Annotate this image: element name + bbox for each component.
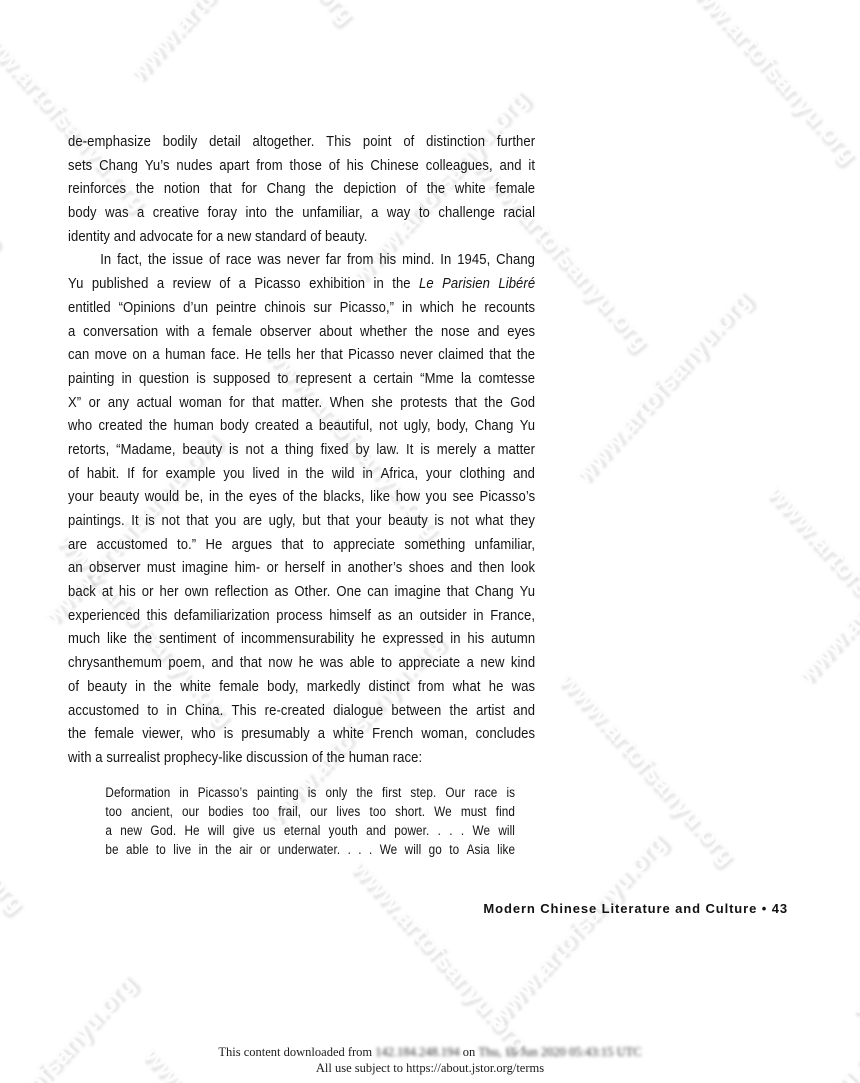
text-line: too ancient, our bodies too frail, our lives too short. We must find [105,803,516,819]
text-line: a conversation with a female observer about whether the nose and eyes [68,322,536,340]
paragraph-1 [68,133,535,251]
journal-footer [0,901,788,916]
text-line: can move on a human face. He tells her that Picasso never claimed that the [68,346,536,364]
text-line: an observer must imagine him- or herself in another’s shoes and then look [68,559,536,577]
download-on: on [462,1045,476,1059]
text-line: back at his or her own reflection as Other. One can imagine that Chang Yu [68,583,536,601]
text-line: of beauty in the white female body, markedly distinct from what he was [68,677,536,695]
text-line: de-emphasize bodily detail altogether. This point of distinction further [68,133,536,150]
journal-title: Modern Chinese Literature and Culture [483,901,758,916]
text-line: of habit. If for example you lived in the wild in Africa, your clothing and [68,464,536,482]
text-line: Deformation in Picasso’s painting is only the first step. Our race is [105,784,516,800]
article-body [68,133,535,862]
text-line: who created the human body created a beautiful, not ugly, body, Chang Yu [68,417,536,435]
text-line: identity and advocate for a new standard of beauty. [68,227,368,245]
text-line: be able to live in the air or underwater. . . . We will go to Asia like [105,842,516,858]
redacted-timestamp: Thu, 16 Jun 2020 05:43:15 UTC [478,1045,642,1059]
text-line: body was a creative foray into the unfamiliar, a way to challenge racial [68,204,536,222]
text-line: your beauty would be, in the eyes of the blacks, like how you see Picasso’s [68,488,536,506]
text-line: entitled “Opinions d’un peintre chinois sur Picasso,” in which he recounts [68,298,536,316]
text-line: experienced this defamiliarization process himself as an outsider in France, [68,606,536,624]
text-line: are accustomed to.” He argues that to appreciate something unfamiliar, [68,535,536,553]
text-line: painting in question is supposed to represent a certain “Mme la comtesse [68,369,536,387]
jstor-notice [0,1044,860,1076]
text-line: In fact, the issue of race was never far from his mind. In 1945, Chang [100,251,536,269]
footer-bullet: • [761,901,768,916]
page-number: 43 [771,901,788,916]
download-line [0,1044,860,1060]
block-quote [105,785,515,862]
text-line: paintings. It is not that you are ugly, but that your beauty is not what they [68,512,536,529]
text-line: with a surrealist prophecy-like discussion of the human race: [68,748,423,766]
text-line: reinforces the notion that for Chang the depiction of the white female [68,180,536,198]
paragraph-2 [68,251,535,772]
text-line: much like the sentiment of incommensurability he expressed in his autumn [68,630,536,648]
text-line: a new God. He will give us eternal youth and power. . . . We will [105,823,516,839]
text-line: the female viewer, who is presumably a white French woman, concludes [68,725,536,743]
text-line: X” or any actual woman for that matter. When she protests that the God [68,393,536,411]
text-line: Yu published a review of a Picasso exhibition in the Le Parisien Libéré [68,275,536,293]
text-line: retorts, “Madame, beauty is not a thing fixed by law. It is merely a matter [68,440,536,458]
redacted-ip: 142.184.248.194 [375,1045,460,1059]
download-prefix: This content downloaded from [218,1045,373,1059]
terms-line: All use subject to https://about.jstor.org/terms [315,1061,545,1075]
text-line: chrysanthemum poem, and that now he was able to appreciate a new kind [68,654,536,672]
text-line: accustomed to in China. This re-created dialogue between the artist and [68,701,536,719]
text-line: sets Chang Yu’s nudes apart from those of his Chinese colleagues, and it [68,156,536,174]
